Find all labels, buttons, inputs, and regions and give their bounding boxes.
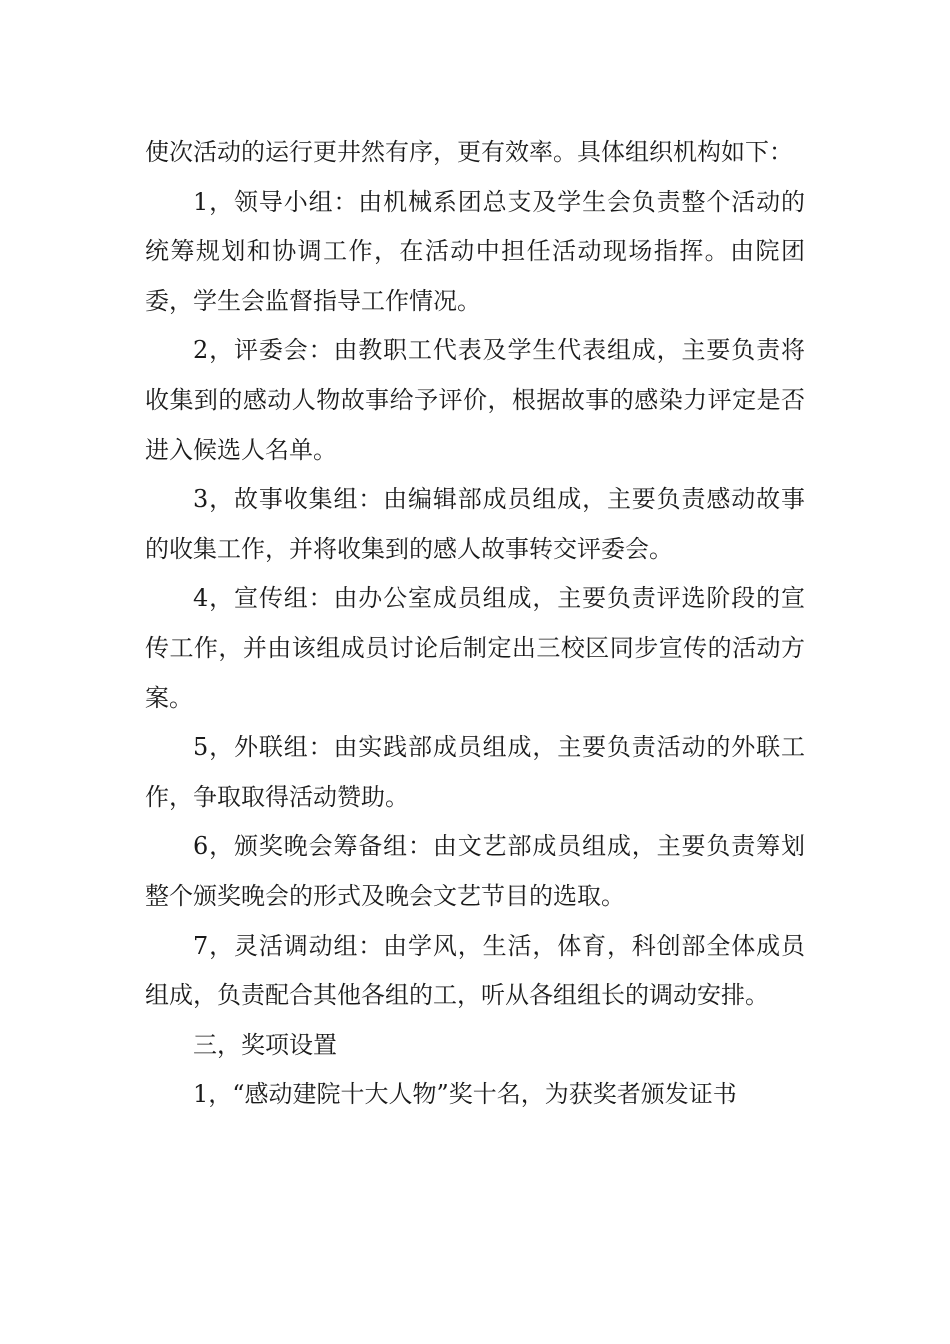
paragraph-publicity-group: 4，宣传组：由办公室成员组成，主要负责评选阶段的宣传工作，并由该组成员讨论后制定出三校区同步宣传的活动方案。 bbox=[145, 584, 805, 712]
paragraph-external-relations-group: 5，外联组：由实践部成员组成，主要负责活动的外联工作，争取取得活动赞助。 bbox=[145, 733, 805, 811]
paragraph-judging-committee: 2，评委会：由教职工代表及学生代表组成，主要负责将收集到的感动人物故事给予评价，根据故事的感染力评定是否进入候选人名单。 bbox=[145, 336, 805, 464]
paragraph-leadership-group: 1，领导小组：由机械系团总支及学生会负责整个活动的统筹规划和协调工作，在活动中担任活动现场指挥。由院团委，学生会监督指导工作情况。 bbox=[145, 187, 805, 315]
document-body bbox=[145, 128, 805, 1120]
section-heading-awards: 三，奖项设置 bbox=[193, 1030, 337, 1059]
paragraph-intro: 使次活动的运行更井然有序，更有效率。具体组织机构如下： bbox=[145, 138, 793, 166]
paragraph-flexible-deployment-group: 7，灵活调动组：由学风，生活，体育，科创部全体成员组成，负责配合其他各组的工，听从各组组长的调动安排。 bbox=[145, 931, 805, 1010]
paragraph-award-gala-group: 6，颁奖晚会筹备组：由文艺部成员组成，主要负责筹划整个颁奖晚会的形式及晚会文艺节目的选取。 bbox=[145, 832, 805, 910]
paragraph-story-collection-group: 3，故事收集组：由编辑部成员组成，主要负责感动故事的收集工作，并将收集到的感人故事转交评委会。 bbox=[145, 485, 805, 563]
paragraph-award-item-1: 1，“感动建院十大人物”奖十名，为获奖者颁发证书 bbox=[193, 1080, 737, 1109]
